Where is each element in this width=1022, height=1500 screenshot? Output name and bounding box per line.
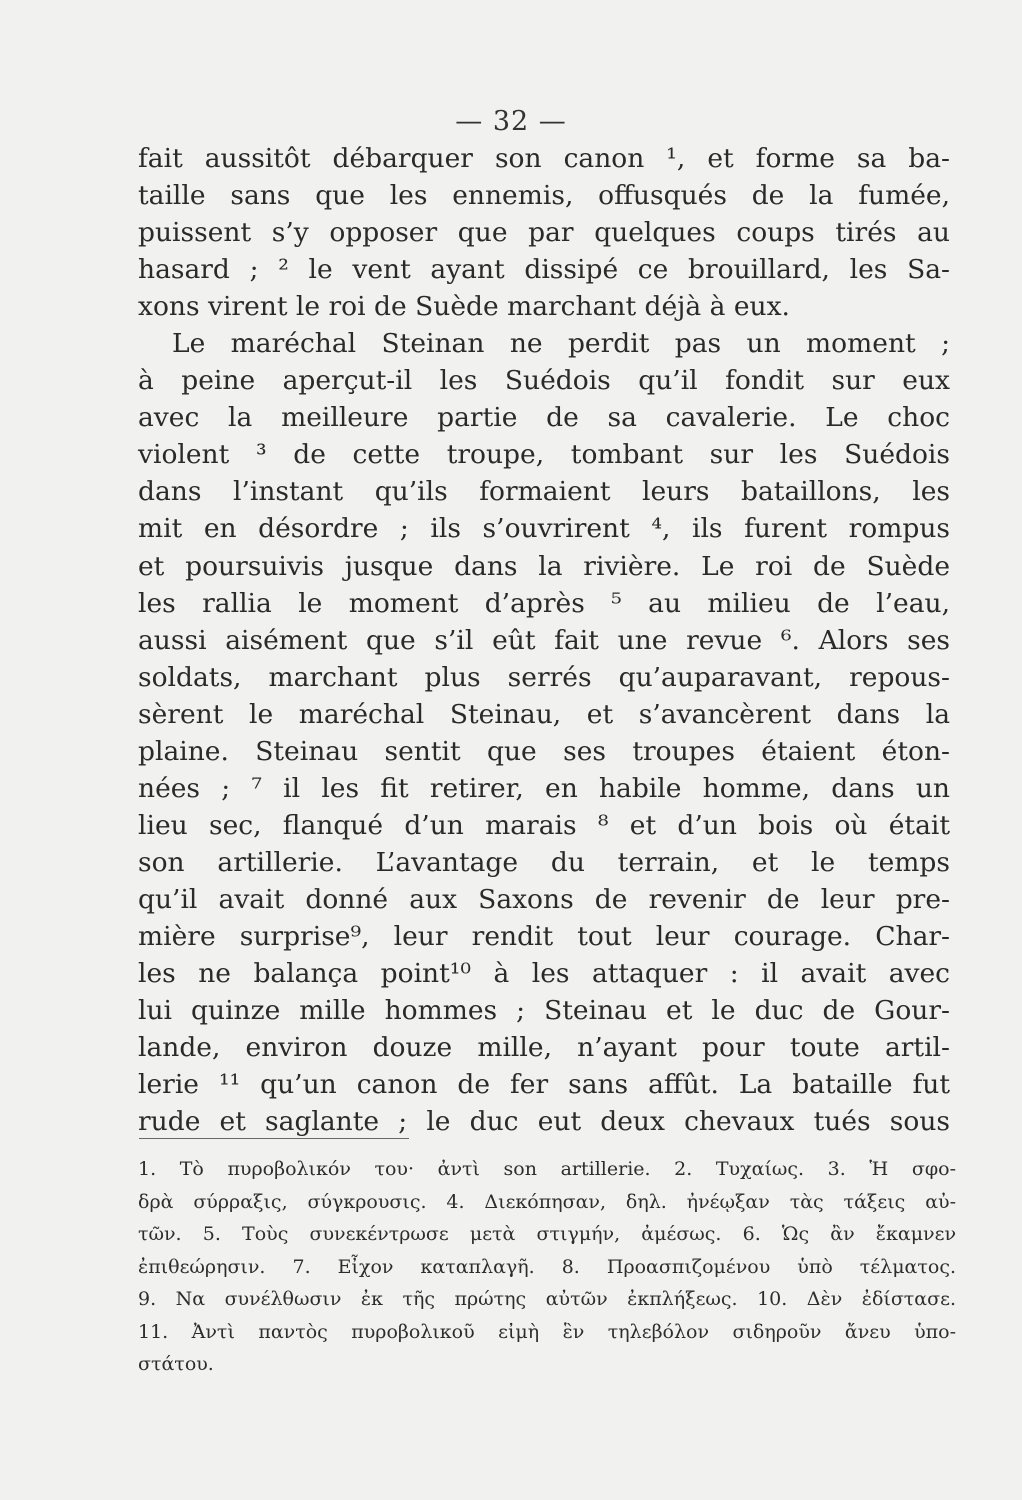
- footnote-line: 1. Τὸ πυροβολικόν του· ἀντὶ son artillerie. 2. Τυχαίως. 3. Ἡ σφο-: [138, 1158, 956, 1180]
- footnote-divider: [139, 1138, 409, 1139]
- text-line: lieu sec, flanqué d’un marais ⁸ et d’un bois où était: [138, 809, 950, 841]
- text-line: lerie ¹¹ qu’un canon de fer sans affût. La bataille fut: [138, 1069, 950, 1101]
- text-line: les ne balança point¹⁰ à les attaquer : il avait avec: [138, 958, 950, 990]
- text-line: sèrent le maréchal Steinau, et s’avancèrent dans la: [138, 698, 950, 730]
- footnotes: [138, 1153, 956, 1381]
- text-line: xons virent le roi de Suède marchant déjà à eux.: [138, 291, 790, 323]
- footnote-line: τῶν. 5. Τοὺς συνεκέντρωσε μετὰ στιγμήν, ἀμέσως. 6. Ὡς ἂν ἔκαμνεν: [138, 1223, 956, 1245]
- text-line: hasard ; ² le vent ayant dissipé ce brouillard, les Sa-: [138, 254, 950, 286]
- text-line: avec la meilleure partie de sa cavalerie. Le choc: [138, 402, 950, 434]
- text-line: taille sans que les ennemis, offusqués de la fumée,: [138, 180, 950, 212]
- text-line: dans l’instant qu’ils formaient leurs bataillons, les: [138, 476, 950, 508]
- footnote-line: δρὰ σύρραξις, σύγκρουσις. 4. Διεκόπησαν, δηλ. ἠνέῳξαν τὰς τάξεις αὐ-: [138, 1190, 956, 1213]
- text-line: Le maréchal Steinan ne perdit pas un moment ;: [172, 328, 950, 360]
- text-line: lui quinze mille hommes ; Steinau et le duc de Gour-: [138, 995, 950, 1027]
- text-line: et poursuivis jusque dans la rivière. Le roi de Suède: [138, 550, 950, 582]
- page-number: — 32 —: [455, 106, 567, 137]
- text-line: lande, environ douze mille, n’ayant pour toute artil-: [138, 1032, 950, 1064]
- text-line: mit en désordre ; ils s’ouvrirent ⁴, ils furent rompus: [138, 513, 950, 545]
- text-line: rude et saglante ; le duc eut deux chevaux tués sous: [138, 1106, 950, 1138]
- text-line: qu’il avait donné aux Saxons de revenir de leur pre-: [138, 883, 950, 915]
- text-line: fait aussitôt débarquer son canon ¹, et forme sa ba-: [138, 143, 950, 174]
- text-line: nées ; ⁷ il les fit retirer, en habile homme, dans un: [138, 772, 950, 804]
- footnote-line: ἐπιθεώρησιν. 7. Εἶχον καταπλαγῆ. 8. Προασπιζομένου ὑπὸ τέλματος.: [138, 1255, 956, 1278]
- text-line: aussi aisément que s’il eût fait une revue ⁶. Alors ses: [138, 624, 950, 656]
- text-line: plaine. Steinau sentit que ses troupes étaient éton-: [138, 735, 950, 767]
- footnote-line: στάτου.: [138, 1353, 214, 1375]
- text-line: son artillerie. L’avantage du terrain, et le temps: [138, 846, 950, 878]
- text-line: puissent s’y opposer que par quelques coups tirés au: [138, 217, 950, 249]
- text-line: soldats, marchant plus serrés qu’auparavant, repous-: [138, 661, 950, 693]
- footnote-line: 11. Ἀντὶ παντὸς πυροβολικοῦ εἰμὴ ἓν τηλεβόλον σιδηροῦν ἄνευ ὑπο-: [138, 1320, 956, 1343]
- text-line: mière surprise⁹, leur rendit tout leur courage. Char-: [138, 920, 950, 952]
- footnote-line: 9. Να συνέλθωσιν ἐκ τῆς πρώτης αὐτῶν ἐκπλήξεως. 10. Δὲν ἐδίστασε.: [138, 1288, 956, 1310]
- text-line: à peine aperçut-il les Suédois qu’il fondit sur eux: [138, 365, 950, 397]
- text-line: les rallia le moment d’après ⁵ au milieu de l’eau,: [138, 587, 950, 619]
- body-text: [138, 140, 950, 1140]
- text-line: violent ³ de cette troupe, tombant sur les Suédois: [138, 439, 950, 471]
